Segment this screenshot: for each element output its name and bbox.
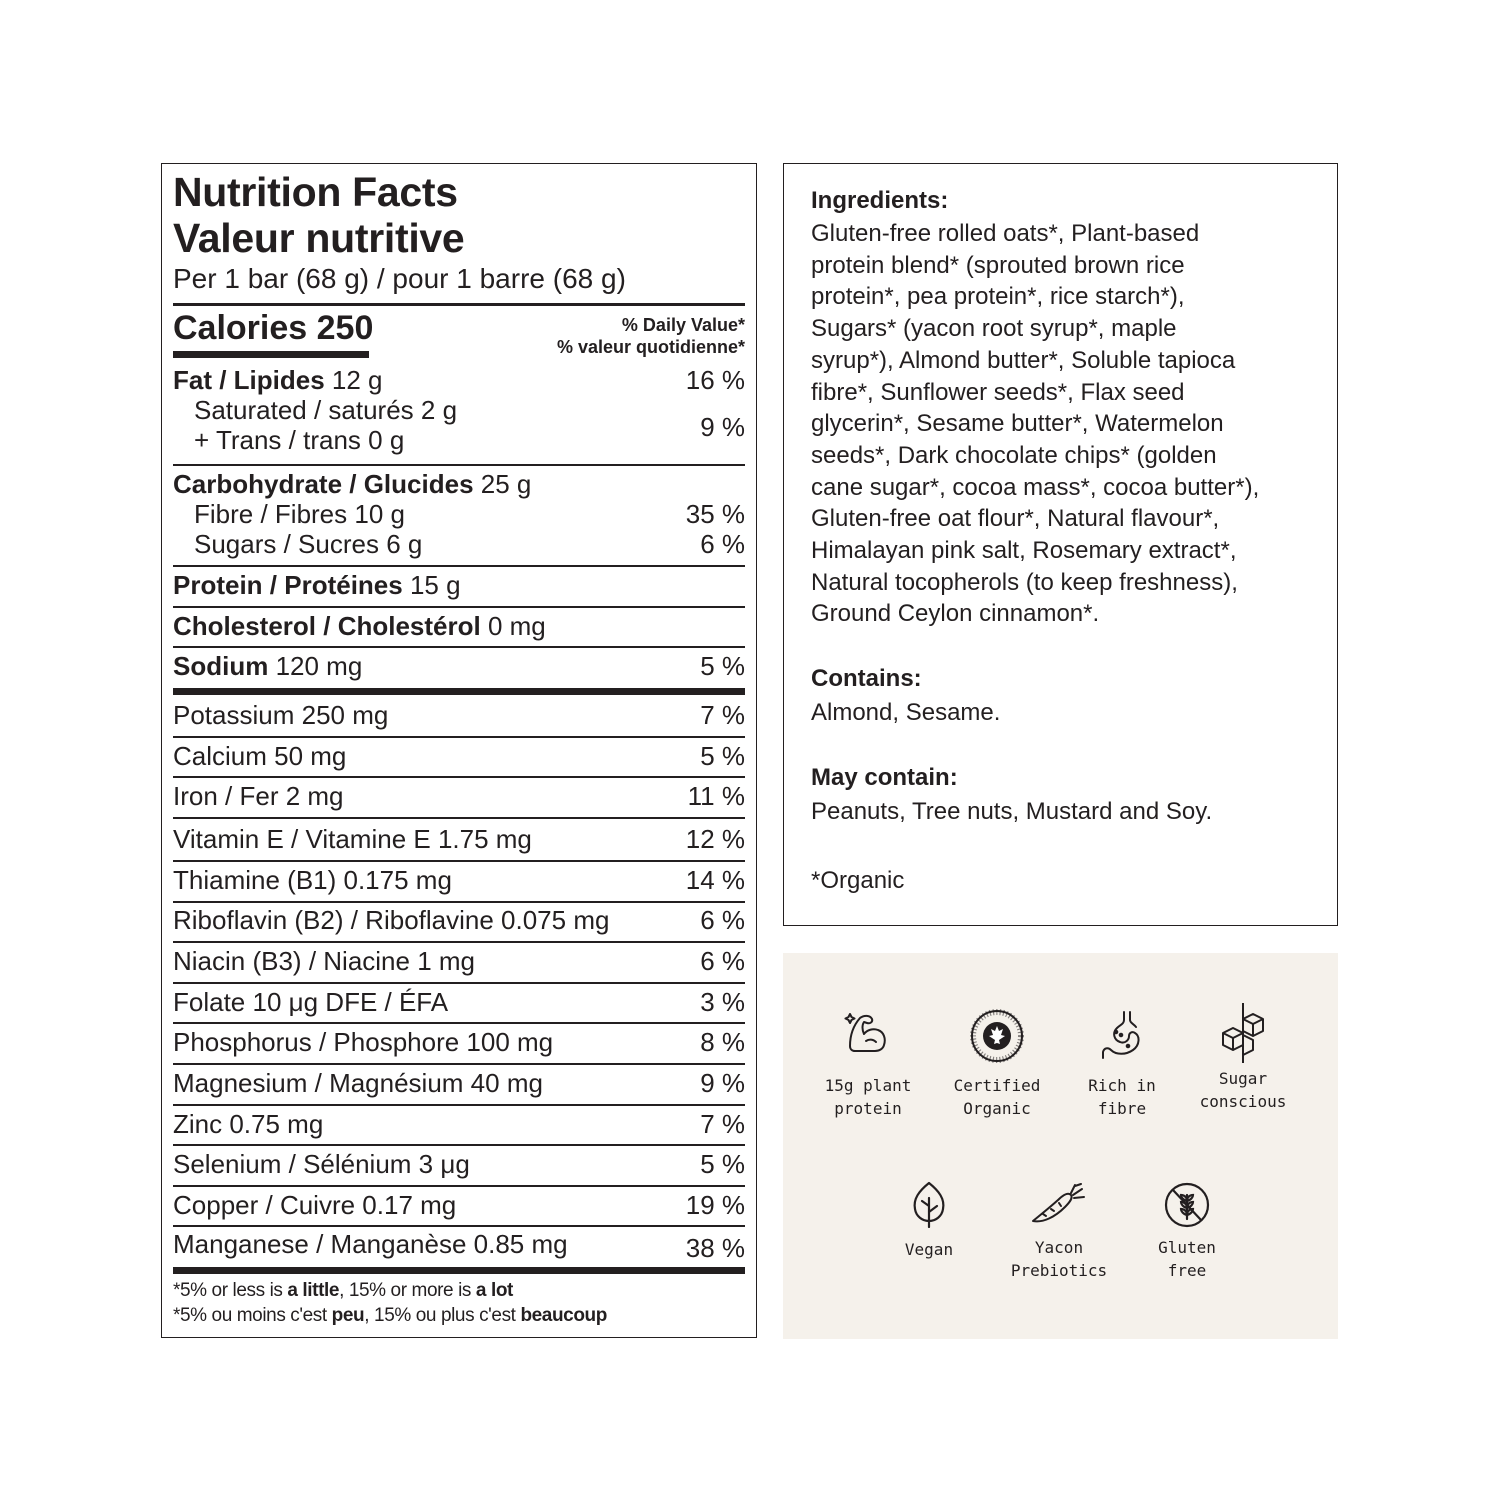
- divider: [173, 1063, 745, 1065]
- nutrient-dv: 3 %: [700, 987, 745, 1017]
- footnote-emphasis: beaucoup: [520, 1305, 607, 1326]
- daily-value-en: % Daily Value*: [621, 315, 745, 335]
- protein-row: [173, 570, 745, 600]
- carbohydrate-label: Carbohydrate / Glucides: [173, 469, 474, 499]
- nutrient-row: [173, 1149, 745, 1179]
- nutrient-label: Thiamine (B1) 0.175 mg: [173, 865, 452, 895]
- footnote-emphasis: a lot: [475, 1280, 513, 1301]
- saturated-row: [194, 395, 745, 425]
- nutrient-row: [173, 1027, 745, 1057]
- protein-label: Protein / Protéines: [173, 570, 403, 600]
- sugars-label: Sugars / Sucres 6 g: [194, 529, 423, 559]
- ingredients-panel: [783, 163, 1338, 926]
- fibre-row: [173, 499, 745, 529]
- footnote-text: *5% or less is: [173, 1280, 288, 1301]
- sodium-label: Sodium: [173, 651, 269, 681]
- divider: [173, 1225, 745, 1227]
- nutrient-dv: 9 %: [700, 1068, 745, 1098]
- nutrient-row: [173, 865, 745, 895]
- badge-label: [937, 1074, 1057, 1120]
- sodium-amount: 120 mg: [268, 651, 363, 681]
- divider: [173, 776, 745, 778]
- ingredients-line: cane sugar*, cocoa mass*, cocoa butter*),: [811, 473, 1260, 501]
- ingredients-line: seeds*, Dark chocolate chips* (golden: [811, 441, 1217, 469]
- badge-gluten-free: [1127, 1181, 1247, 1282]
- contains-text: Almond, Sesame.: [811, 699, 1001, 726]
- nutrient-label: Iron / Fer 2 mg: [173, 781, 344, 811]
- nutrient-dv: 14 %: [685, 865, 745, 895]
- nutrient-row: [173, 1190, 745, 1220]
- nutrient-row: [173, 824, 745, 854]
- nutrient-label: Riboflavin (B2) / Riboflavine 0.075 mg: [173, 905, 610, 935]
- nutrient-dv: 38 %: [685, 1233, 745, 1263]
- sugars-row: [173, 529, 745, 559]
- badge-label: [1127, 1236, 1247, 1282]
- badge-label: [869, 1238, 989, 1261]
- nutrient-row: [173, 1229, 745, 1263]
- daily-value-fr: % valeur quotidienne*: [556, 337, 745, 357]
- no-gluten-icon: [1163, 1181, 1211, 1229]
- nutrient-row: [173, 700, 745, 730]
- sodium-row: [173, 651, 745, 681]
- sugar-cubes-icon: [1215, 1001, 1271, 1064]
- nutrient-label: Niacin (B3) / Niacine 1 mg: [173, 946, 475, 976]
- divider: [173, 464, 745, 466]
- saturated-label: Saturated / saturés 2 g: [194, 395, 458, 425]
- badge-label-line: Gluten: [1158, 1238, 1216, 1257]
- sugars-dv: 6 %: [700, 529, 745, 559]
- nutrient-row: [173, 1109, 745, 1139]
- thick-divider: [173, 1267, 745, 1274]
- nutrient-row: [173, 905, 745, 935]
- carbohydrate-row: [173, 469, 745, 499]
- ingredients-line: Ground Ceylon cinnamon*.: [811, 600, 1100, 628]
- protein-amount: 15 g: [402, 570, 461, 600]
- nutrient-dv: 19 %: [685, 1190, 745, 1220]
- contains-heading: Contains:: [811, 665, 922, 692]
- nutrient-label: Selenium / Sélénium 3 μg: [173, 1149, 470, 1179]
- badge-vegan: [869, 1178, 989, 1261]
- badge-label-line: 15g plant: [824, 1076, 912, 1095]
- organic-seal-icon: [969, 1008, 1025, 1064]
- badge-yacon-prebiotics: [999, 1181, 1119, 1282]
- divider: [173, 982, 745, 984]
- nutrient-dv: 6 %: [700, 905, 745, 935]
- badge-label: [1062, 1074, 1182, 1120]
- divider: [173, 1104, 745, 1106]
- divider: [173, 606, 745, 608]
- serving-size: Per 1 bar (68 g) / pour 1 barre (68 g): [173, 263, 626, 294]
- badge-label-line: Yacon: [1034, 1238, 1084, 1257]
- ingredients-line: Sugars* (yacon root syrup*, maple: [811, 315, 1177, 343]
- fat-row: [173, 365, 745, 395]
- badge-label-line: Sugar: [1218, 1069, 1268, 1088]
- nutrient-label: Phosphorus / Phosphore 100 mg: [173, 1027, 554, 1057]
- sodium-dv: 5 %: [700, 651, 745, 681]
- ingredients-line: Natural tocopherols (to keep freshness),: [811, 568, 1238, 596]
- nutrient-dv: 11 %: [687, 781, 745, 811]
- badge-label-line: protein: [834, 1099, 902, 1118]
- footnote-fr: [173, 1304, 607, 1328]
- carbohydrate-amount: 25 g: [473, 469, 532, 499]
- fat-dv: 16 %: [685, 365, 745, 395]
- fat-amount: 12 g: [324, 365, 383, 395]
- nutrient-row: [173, 781, 745, 811]
- nutrient-label: Potassium 250 mg: [173, 700, 389, 730]
- nutrient-dv: 12 %: [685, 824, 745, 854]
- nutrient-dv: 6 %: [700, 946, 745, 976]
- ingredients-line: glycerin*, Sesame butter*, Watermelon: [811, 410, 1224, 438]
- cholesterol-label: Cholesterol / Cholestérol: [173, 611, 481, 641]
- nutrient-label: Copper / Cuivre 0.17 mg: [173, 1190, 457, 1220]
- divider: [173, 303, 745, 306]
- ingredients-line: Himalayan pink salt, Rosemary extract*,: [811, 537, 1237, 565]
- badge-label-line: Vegan: [904, 1240, 954, 1259]
- ingredients-line: Gluten-free rolled oats*, Plant-based: [811, 220, 1200, 247]
- leaf-icon: [904, 1178, 954, 1228]
- nutrient-label: Folate 10 μg DFE / ÉFA: [173, 987, 449, 1017]
- divider: [173, 901, 745, 903]
- divider: [173, 736, 745, 738]
- badge-plant-protein: [808, 1008, 928, 1120]
- ingredients-list: [811, 218, 1321, 630]
- feature-badges-panel: [783, 953, 1338, 1339]
- thick-divider: [173, 688, 745, 695]
- nutrition-title-en: Nutrition Facts: [173, 169, 458, 215]
- footnote-text: , 15% ou plus c'est: [364, 1305, 521, 1326]
- badge-label-line: fibre: [1097, 1099, 1147, 1118]
- nutrition-title-fr: Valeur nutritive: [173, 215, 465, 261]
- badge-label-line: free: [1167, 1261, 1207, 1280]
- nutrient-label: Manganese / Manganèse 0.85 mg: [173, 1229, 568, 1259]
- may-contain-text: Peanuts, Tree nuts, Mustard and Soy.: [811, 798, 1213, 825]
- divider: [173, 1185, 745, 1187]
- nutrient-label: Zinc 0.75 mg: [173, 1109, 324, 1139]
- nutrient-label: Magnesium / Magnésium 40 mg: [173, 1068, 543, 1098]
- ingredients-line: protein*, pea protein*, rice starch*),: [811, 283, 1185, 311]
- badge-label: [808, 1074, 928, 1120]
- nutrient-dv: 5 %: [700, 1149, 745, 1179]
- ingredients-line: syrup*), Almond butter*, Soluble tapioca: [811, 346, 1236, 374]
- footnote-en: [173, 1279, 513, 1303]
- badge-label-line: Certified: [953, 1076, 1041, 1095]
- nutrient-label: Vitamin E / Vitamine E 1.75 mg: [173, 824, 532, 854]
- divider: [173, 1144, 745, 1146]
- badge-label-line: Prebiotics: [1010, 1261, 1108, 1280]
- nutrient-dv: 7 %: [700, 700, 745, 730]
- fibre-label: Fibre / Fibres 10 g: [194, 499, 405, 529]
- daily-value-header: [557, 314, 745, 358]
- footnote-text: , 15% or more is: [339, 1280, 476, 1301]
- nutrient-row: [173, 1068, 745, 1098]
- fibre-dv: 35 %: [685, 499, 745, 529]
- nutrient-row: [173, 987, 745, 1017]
- ingredients-line: Gluten-free oat flour*, Natural flavour*,: [811, 505, 1220, 533]
- nutrient-dv: 7 %: [700, 1109, 745, 1139]
- divider: [173, 860, 745, 862]
- footnote-emphasis: peu: [331, 1305, 365, 1326]
- badge-certified-organic: [937, 1008, 1057, 1120]
- nutrient-dv: 8 %: [700, 1027, 745, 1057]
- footnote-emphasis: a little: [287, 1280, 340, 1301]
- yacon-root-icon: [1029, 1181, 1089, 1229]
- cholesterol-amount: 0 mg: [480, 611, 546, 641]
- flexed-arm-icon: [840, 1008, 896, 1064]
- organic-note: *Organic: [811, 867, 905, 894]
- footnote-text: *5% ou moins c'est: [173, 1305, 332, 1326]
- badge-label-line: Organic: [963, 1099, 1031, 1118]
- ingredients-line: fibre*, Sunflower seeds*, Flax seed: [811, 378, 1185, 406]
- trans-row: [194, 425, 745, 455]
- badge-label-line: conscious: [1199, 1092, 1287, 1111]
- fat-label: Fat / Lipides: [173, 365, 325, 395]
- nutrient-row: [173, 946, 745, 976]
- badge-rich-in-fibre: [1062, 1008, 1182, 1120]
- badge-sugar-conscious: [1183, 1001, 1303, 1113]
- divider: [173, 1022, 745, 1024]
- divider: [173, 941, 745, 943]
- badge-label-line: Rich in: [1088, 1076, 1156, 1095]
- nutrient-label: Calcium 50 mg: [173, 741, 347, 771]
- divider: [173, 646, 745, 648]
- trans-label: + Trans / trans 0 g: [194, 425, 405, 455]
- ingredients-heading: Ingredients:: [811, 187, 949, 214]
- badge-label: [1183, 1067, 1303, 1113]
- nutrient-dv: 5 %: [700, 741, 745, 771]
- stomach-icon: [1094, 1008, 1150, 1064]
- cholesterol-row: [173, 611, 745, 641]
- calories-underline: [173, 351, 369, 358]
- divider: [173, 817, 745, 819]
- ingredients-line: protein blend* (sprouted brown rice: [811, 251, 1185, 279]
- sat-trans-dv: 9 %: [700, 412, 745, 442]
- nutrition-facts-panel: [161, 163, 757, 1338]
- nutrient-row: [173, 741, 745, 771]
- badge-label: [999, 1236, 1119, 1282]
- calories: Calories 250: [173, 309, 374, 347]
- may-contain-heading: May contain:: [811, 764, 958, 791]
- divider: [173, 565, 745, 567]
